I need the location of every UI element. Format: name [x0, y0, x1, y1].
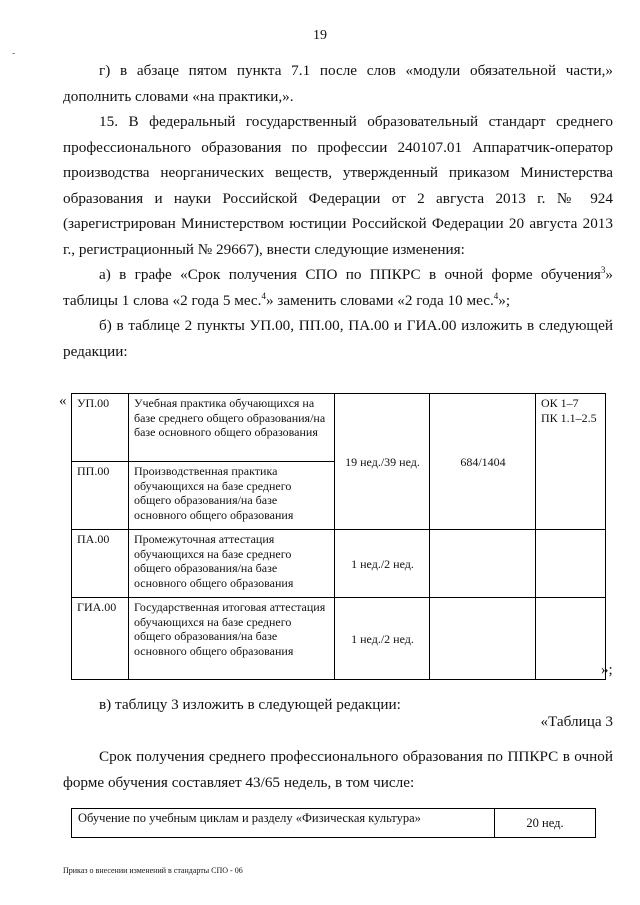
row-name-pa: Промежуточная аттестация обучающихся на базе среднего общего образования/на базе основного общего образования [129, 530, 335, 598]
table-row [72, 530, 606, 598]
table-row [72, 598, 606, 680]
margin-mark: - [12, 48, 16, 59]
table3 [71, 808, 596, 838]
row-name-gia: Государственная итоговая аттестация обучающихся на базе среднего общего образования/на базе основного общего образования [129, 598, 335, 680]
row-name-pp: Производственная практика обучающихся на базе среднего общего образования/на базе основного общего образования [129, 462, 335, 530]
paragraph-v: в) таблицу 3 изложить в следующей редакции: [99, 696, 401, 713]
table3-row-label: Обучение по учебным циклам и разделу «Физическая культура» [72, 809, 495, 838]
paragraph-a-part2: » таблицы 1 слова «2 года 5 мес. [63, 266, 613, 309]
practice-competencies: ОК 1–7 ПК 1.1–2.5 [536, 394, 606, 530]
row-code-pa: ПА.00 [72, 530, 129, 598]
table3-row-value: 20 нед. [495, 809, 596, 838]
footer-note: Приказ о внесении изменений в стандарты СПО - 06 [63, 866, 243, 875]
paragraph-duration: Срок получения среднего профессионального образования по ППКРС в очной форме обучения составляет 43/65 недель, в том числе: [63, 748, 613, 791]
practice-weeks: 19 нед./39 нед. [335, 394, 430, 530]
row-code-pp: ПП.00 [72, 462, 129, 530]
paragraph-a [63, 262, 613, 313]
paragraph-g: г) в абзаце пятом пункта 7.1 после слов «модули обязательной части,» дополнить словами «на практики,». [63, 62, 613, 105]
paragraph-15: 15. В федеральный государственный образовательный стандарт среднего профессионального образования по профессии 240107.01 Аппаратчик-оператор производства неорганических веществ, утвержденный приказом Министерства образования и науки Российской Федерации от 2 августа 2013 г. № 924 (зарегистрирован Министерством юстиции Российской Федерации 20 августа 2013 г., регистрационный № 29667), внести следующие изменения: [63, 113, 613, 258]
row-code-gia: ГИА.00 [72, 598, 129, 680]
table2 [71, 393, 606, 680]
pa-competencies-empty [536, 530, 606, 598]
gia-weeks: 1 нед./2 нед. [335, 598, 430, 680]
pa-hours-empty [430, 530, 536, 598]
footnote-ref-4b: 4 [493, 290, 499, 301]
paragraph-a-part1: а) в графе «Срок получения СПО по ППКРС в очной форме обучения [99, 266, 601, 283]
pa-weeks: 1 нед./2 нед. [335, 530, 430, 598]
paragraph-a-part3: » заменить словами «2 года 10 мес. [265, 291, 494, 309]
gia-competencies-empty [536, 598, 606, 680]
table3-caption: «Таблица 3 [540, 713, 613, 730]
row-name-up: Учебная практика обучающихся на базе среднего общего образования/на базе основного общего образования [129, 394, 335, 462]
paragraph-a-part4: »; [498, 291, 511, 309]
gia-hours-empty [430, 598, 536, 680]
table2-close-quote: »; [601, 662, 613, 678]
footnote-ref-3: 3 [600, 264, 606, 275]
footnote-ref-4a: 4 [261, 290, 266, 301]
table-row [72, 394, 606, 462]
practice-hours: 684/1404 [430, 394, 536, 530]
table2-open-quote: « [59, 393, 67, 409]
paragraph-b: б) в таблице 2 пункты УП.00, ПП.00, ПА.00 и ГИА.00 изложить в следующей редакции: [63, 317, 613, 360]
row-code-up: УП.00 [72, 394, 129, 462]
table-row [72, 809, 596, 838]
page-number: 19 [313, 28, 327, 43]
